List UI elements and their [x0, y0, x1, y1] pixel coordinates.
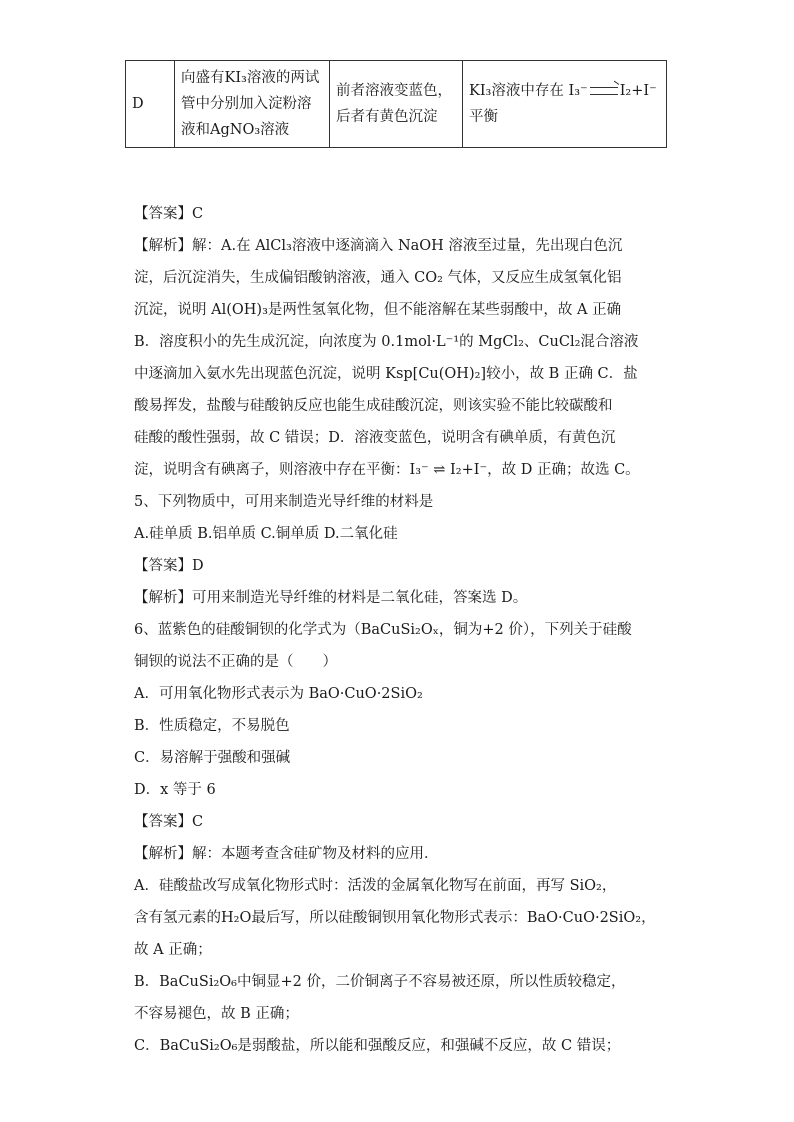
- text-line: 不容易褪色，故 B 正确；: [134, 1006, 299, 1022]
- text-line: 中逐滴加入氨水先出现蓝色沉淀，说明 Ksp[Cu(OH)₂]较小，故 B 正确 C．盐: [134, 366, 638, 382]
- text-line: 含有氢元素的H₂O最后写，所以硅酸铜钡用氧化物形式表示：BaO·CuO·2SiO₂，: [134, 910, 656, 926]
- text-line: 硅酸的酸性强弱，故 C 错误；D．溶液变蓝色，说明含有碘单质，有黄色沉: [134, 430, 616, 446]
- experiment-table: [125, 60, 667, 148]
- conclusion-cell: [463, 61, 667, 148]
- explanation-text: [134, 198, 674, 1062]
- text-line: A．可用氧化物形式表示为 BaO·CuO·2SiO₂: [134, 686, 423, 702]
- operation-cell: 向盛有KI₃溶液的两试管中分别加入淀粉溶液和AgNO₃溶液: [175, 61, 330, 148]
- conclusion-prefix: KI₃溶液中存在 I₃⁻: [469, 83, 588, 99]
- text-line: 故 A 正确；: [134, 942, 212, 958]
- table-row: [126, 61, 667, 148]
- text-line: C．BaCuSi₂O₆是弱酸盐，所以能和强酸反应，和强碱不反应，故 C 错误；: [134, 1038, 621, 1054]
- text-line: 【解析】可用来制造光导纤维的材料是二氧化硅，答案选 D。: [134, 590, 528, 606]
- text-line: 【解析】解：本题考查含硅矿物及材料的应用．: [134, 846, 439, 862]
- phenomenon-cell: 前者溶液变蓝色，后者有黄色沉淀: [330, 61, 463, 148]
- text-line: 酸易挥发，盐酸与硅酸钠反应也能生成硅酸沉淀，则该实验不能比较碳酸和: [134, 398, 613, 414]
- equilibrium-arrow-icon: [590, 87, 618, 95]
- text-line: 【答案】C: [134, 206, 204, 222]
- text-line: A.硅单质 B.铝单质 C.铜单质 D.二氧化硅: [134, 526, 398, 542]
- text-line: 淀，后沉淀消失，生成偏铝酸钠溶液，通入 CO₂ 气体，又反应生成氢氧化铝: [134, 270, 622, 286]
- option-cell: D: [126, 61, 175, 148]
- text-line: 6、蓝紫色的硅酸铜钡的化学式为（BaCuSi₂Oₓ，铜为+2 价），下列关于硅酸: [134, 622, 632, 638]
- text-line: D．x 等于 6: [134, 782, 216, 798]
- conclusion-suffix: I₂+I⁻平衡: [469, 83, 657, 125]
- text-line: C．易溶解于强酸和强碱: [134, 750, 291, 766]
- text-line: 【解析】解：A.在 AlCl₃溶液中逐滴滴入 NaOH 溶液至过量，先出现白色沉: [134, 238, 623, 254]
- text-line: B．溶度积小的先生成沉淀，向浓度为 0.1mol·L⁻¹的 MgCl₂、CuCl₂混合溶液: [134, 334, 639, 350]
- text-line: A．硅酸盐改写成氧化物形式时：活泼的金属氧化物写在前面，再写 SiO₂，: [134, 878, 617, 894]
- text-line: 沉淀，说明 Al(OH)₃是两性氢氧化物，但不能溶解在某些弱酸中，故 A 正确: [134, 302, 622, 318]
- text-line: 铜钡的说法不正确的是（ ）: [134, 654, 337, 670]
- text-line: 【答案】D: [134, 558, 204, 574]
- text-line: B．性质稳定，不易脱色: [134, 718, 290, 734]
- text-line: 淀，说明含有碘离子，则溶液中存在平衡：I₃⁻ ⇌ I₂+I⁻，故 D 正确；故选 C。: [134, 462, 640, 478]
- text-line: 5、下列物质中，可用来制造光导纤维的材料是: [134, 494, 434, 510]
- text-line: 【答案】C: [134, 814, 204, 830]
- text-line: B．BaCuSi₂O₆中铜显+2 价，二价铜离子不容易被还原，所以性质较稳定，: [134, 974, 626, 990]
